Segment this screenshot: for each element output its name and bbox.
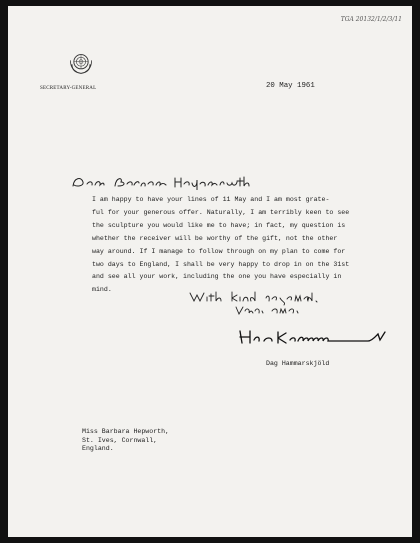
body-line: way around. If I manage to follow through on my plan to come for — [92, 247, 346, 255]
body-line: and see all your work, including the one you have especially in — [92, 273, 342, 281]
letter-date: 20 May 1961 — [266, 82, 315, 90]
archive-reference: TGA 20132/1/2/3/11 — [340, 16, 402, 23]
address-line: Miss Barbara Hepworth, — [82, 428, 170, 435]
handwritten-closing — [188, 289, 338, 317]
letterhead-office: SECRETARY-GENERAL — [40, 86, 97, 91]
address-line: England. — [82, 445, 114, 453]
recipient-address — [82, 428, 169, 454]
body-line: I am happy to have your lines of 11 May and I am most grate- — [92, 196, 330, 203]
body-line: two days to England, I shall be very happy to drop in on the 31st — [92, 260, 350, 268]
body-line: ful for your generous offer. Naturally, I am terribly keen to see — [92, 208, 350, 216]
letter-body — [92, 194, 402, 297]
signer-name: Dag Hammarskjöld — [266, 360, 330, 367]
un-emblem-icon — [68, 50, 94, 76]
body-line: the sculpture you would like me to have; in fact, my question is — [92, 221, 346, 229]
body-line: mind. — [92, 286, 112, 294]
address-line: St. Ives, Cornwall, — [82, 436, 158, 444]
letter-sheet — [8, 6, 412, 537]
handwritten-salutation — [71, 174, 251, 190]
handwritten-signature — [238, 328, 388, 346]
body-line: whether the receiver will be worthy of the gift, not the other — [92, 234, 338, 242]
